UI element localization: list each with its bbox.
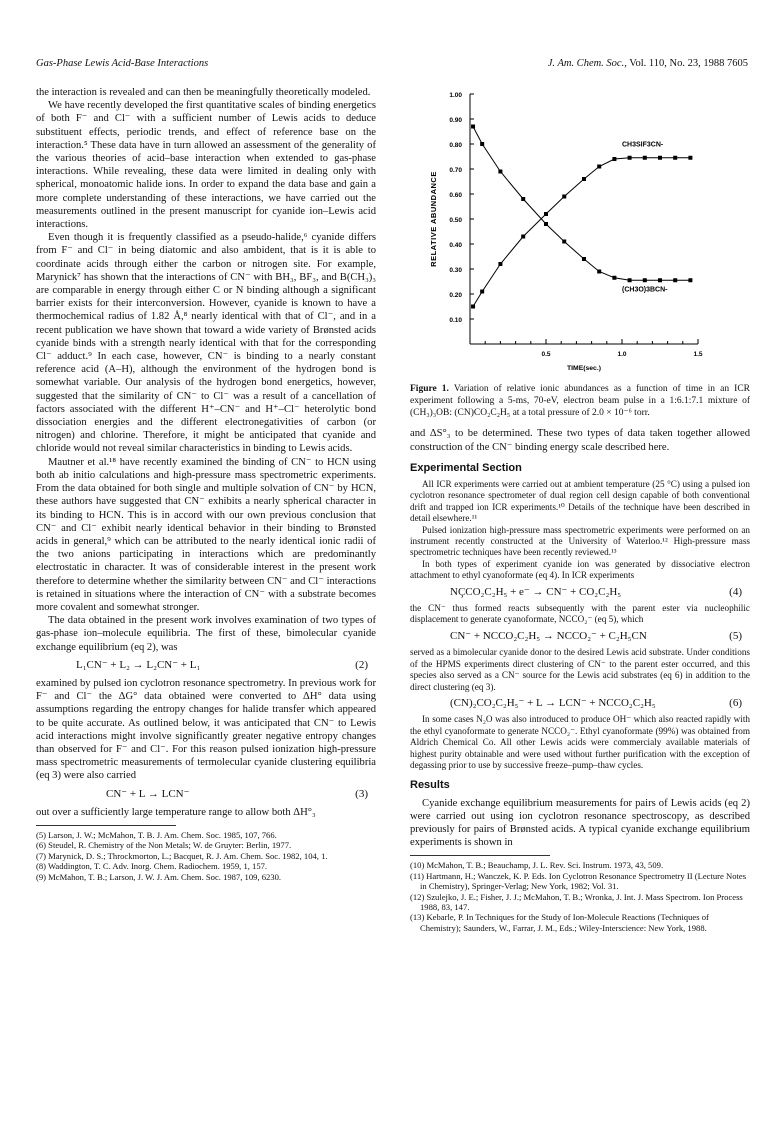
footnote-divider <box>36 825 176 826</box>
paragraph: examined by pulsed ion cyclotron resonance spectrometry. In previous work for F⁻ and Cl⁻ the ΔG° data obtained were converted to ΔH° data using assumptions regarding the entropy changes for halide transfer which appeared to be quite accurate. As outlined below, it was anticipated that CN⁻ to Lewis acid interactions might involve significantly greater negative entropy changes than observed for F⁻ and Cl⁻. For this reason pulsed ionization high-pressure mass spectrometric measurements of termolecular cyanide clustering equilibria (eq 3) were also carried <box>36 677 376 782</box>
reference: (12) Szulejko, J. E.; Fisher, J. J.; McMahon, T. B.; Wronka, J. Int. J. Mass Spectrom. Ion Process 1988, 83, 147. <box>410 891 743 912</box>
reference: (9) McMahon, T. B.; Larson, J. W. J. Am. Chem. Soc. 1987, 109, 6230. <box>36 871 282 882</box>
reference: (5) Larson, J. W.; McMahon, T. B. J. Am. Chem. Soc. 1985, 107, 766. <box>36 829 277 840</box>
data-point <box>498 170 502 174</box>
equation-number: (5) <box>729 629 742 642</box>
reference: (10) McMahon, T. B.; Beauchamp, J. L. Rev. Sci. Instrum. 1973, 43, 509. <box>410 860 664 871</box>
equation-4 <box>410 582 750 603</box>
equation-3 <box>36 783 376 806</box>
series-label: (CH3O)3BCN- <box>622 286 668 294</box>
y-tick-label: 0.80 <box>449 142 462 149</box>
paragraph: the interaction is revealed and can then be meaningfully theoretically modeled. <box>36 87 371 98</box>
data-point <box>521 197 525 201</box>
right-column <box>410 86 750 933</box>
paragraph: Mautner et al.¹⁸ have recently examined the binding of CN⁻ to HCN using both ab initio calculations and high-pressure mass spectrometric experiments. From the data obtained for both single and multiple solvation of CN⁻ by HCN, these authors have suggested that CN⁻ exhibits a nearly spherical character in its binding to HCN. This is in accord with our own previous conclusion that CN⁻ and Cl⁻ exhibit nearly identical behavior in their binding to Brønsted acids in general,⁹ which can be attributed to the nearly identical ionic radii of the two anions participating in interactions which are predominantly electrostatic in character. It was of considerable interest in the present work therefore to determine whether the similarity between CN⁻ and Cl⁻ interactions is retained in situations where the interaction of CN⁻ with a substrate becomes more covalent and somewhat stronger. <box>36 456 376 613</box>
data-point <box>597 165 601 169</box>
reference: (11) Hartmann, H.; Wanczek, K. P. Eds. Ion Cyclotron Resonance Spectrometry II (Lecture Notes in Chemistry), Springer-Verlag; New York, 1982; Vol. 31. <box>410 870 747 892</box>
data-point <box>582 177 586 181</box>
y-tick-label: 0.40 <box>449 242 462 249</box>
caption-text: Variation of relative ionic abundances as a function of time in an ICR experiment following a 5-ms, 70-eV, electron beam pulse in a 1:6.1:7.1 mixture of (CH₃)₃OB: (CN)CO₂C₂H₅ at a total pressure of 2.0 × 10⁻⁶ torr. <box>410 384 750 418</box>
data-point <box>582 257 586 261</box>
paragraph: and ΔS°₃ to be determined. These two types of data taken together allowed construction of the CN⁻ binding energy scale described here. <box>410 428 750 453</box>
x-axis-label: TIME(sec.) <box>567 365 601 372</box>
equation-number: (3) <box>355 787 368 800</box>
paragraph: All ICR experiments were carried out at ambient temperature (25 °C) using a pulsed ion cyclotron resonance spectrometer of dual region cell design capable of both conventional drift and trapped ion ICR experiments.¹⁰ Details of the technique have been described in detail elsewhere.¹¹ <box>410 479 750 524</box>
data-point <box>673 156 677 160</box>
equation-text: (CN)₂CO₂C₂H₅⁻ + L → LCN⁻ + NCCO₂C₂H₅ <box>450 696 656 709</box>
data-point <box>612 276 616 280</box>
y-tick-label: 0.60 <box>449 192 462 199</box>
left-column <box>36 86 376 882</box>
equation-2 <box>36 654 376 677</box>
data-point <box>498 262 502 266</box>
data-point <box>688 278 692 282</box>
y-tick-label: 0.10 <box>449 317 462 324</box>
equation-5 <box>410 626 750 647</box>
y-tick-label: 0.20 <box>449 292 462 299</box>
figure-caption <box>410 384 750 419</box>
data-point <box>643 156 647 160</box>
series-line <box>473 158 690 307</box>
abundance-chart <box>410 86 750 380</box>
paragraph: In some cases N₂O was also introduced to produce OH⁻ which also reacted rapidly with the ethyl cyanoformate to generate NCCO₂⁻. Ethyl cyanoformate (99%) was obtained from Aldrich Chemical Co. All other Lewis acids were commercialy available materials of highest purity obtainable and were used without further purification with the exception of degassing prior to use by successive freeze–pump–thaw cycles. <box>410 714 750 770</box>
data-point <box>688 156 692 160</box>
y-tick-label: 0.50 <box>449 217 462 224</box>
data-point <box>544 222 548 226</box>
footnote-divider <box>410 855 550 856</box>
equation-number: (6) <box>729 696 742 709</box>
journal-volume-page: , Vol. 110, No. 23, 1988 7605 <box>624 58 748 69</box>
equation-text: NÇCO₂C₂H₅ + e⁻ → CN⁻ + CO₂C₂H₅ <box>450 585 622 598</box>
data-point <box>480 290 484 294</box>
figure-1 <box>410 86 750 419</box>
data-point <box>480 142 484 146</box>
data-point <box>658 156 662 160</box>
y-tick-label: 1.00 <box>449 92 462 99</box>
data-point <box>612 157 616 161</box>
data-point <box>471 125 475 129</box>
paragraph: the CN⁻ thus formed reacts subsequently with the parent ester via nucleophilic displacement to generate cyanoformate, NCCO₂⁻ (eq 5), which <box>410 603 750 625</box>
data-point <box>628 156 632 160</box>
data-point <box>673 278 677 282</box>
x-tick-label: 1.5 <box>693 351 703 358</box>
data-point <box>628 278 632 282</box>
data-point <box>597 270 601 274</box>
data-point <box>562 240 566 244</box>
paragraph: The data obtained in the present work involves examination of two types of gas-phase ion–molecule equilibria. The first of these, bimolecular cyanide exchange equilibrium (eq 2), was <box>36 615 376 653</box>
reference: (6) Steudel, R. Chemistry of the Non Metals; W. de Gruyter: Berlin, 1977. <box>36 840 292 851</box>
y-tick-label: 0.90 <box>449 117 462 124</box>
journal-name: J. Am. Chem. Soc. <box>547 58 625 69</box>
equation-6 <box>410 693 750 714</box>
paragraph: In both types of experiment cyanide ion was generated by dissociative electron attachment to ethyl cyanoformate (eq 4). In ICR experiments <box>410 558 750 581</box>
x-tick-label: 1.0 <box>617 351 627 358</box>
running-header-right <box>548 58 748 69</box>
paragraph: We have recently developed the first quantitative scales of binding energetics of both F⁻ and Cl⁻ with a sufficient number of Lewis acids to deduce substituent effects, periodic trends, and effect of reference base on the interaction.⁵ These data have in turn allowed an assessment of the generality of the various theories of acid–base interaction when extended to gas-phase interactions. While revealing, these data were limited in dealing only with spherical, monoatomic halide ions. In order to expand the data base and gain a more complete understanding of these interactions, we have carried out the measurements outlined in the present manuscript for cyanide ion–Lewis acid interactions. <box>36 100 376 231</box>
references-right <box>410 860 750 933</box>
y-tick-label: 0.70 <box>449 167 462 174</box>
equation-text: L₁CN⁻ + L₂ → L₂CN⁻ + L₁ <box>76 658 201 671</box>
paragraph: served as a bimolecular cyanide donor to the desired Lewis acid substrate. Under conditions of the HPMS experiments direct clustering of CN⁻ to the parent ester occurred, and this species also served as a CN⁻ source for the Lewis acid substrates (eq 6) in addition to the direct clustering (eq 3). <box>410 647 750 692</box>
figure-label: Figure 1. <box>410 384 449 394</box>
equation-text: CN⁻ + NCCO₂C₂H₅ → NCCO₂⁻ + C₂H₅CN <box>450 629 647 642</box>
equation-text: CN⁻ + L → LCN⁻ <box>106 787 190 800</box>
section-heading-experimental: Experimental Section <box>410 461 522 474</box>
data-point <box>544 212 548 216</box>
data-point <box>471 305 475 309</box>
equation-number: (2) <box>355 658 368 671</box>
x-tick-label: 0.5 <box>541 351 551 358</box>
data-point <box>562 195 566 199</box>
paragraph: Pulsed ionization high-pressure mass spectrometric experiments were performed on an instrument recently constructed at the University of Waterloo.¹² High-pressure mass spectrometric techniques have been recently reviewed.¹³ <box>410 524 750 558</box>
running-header-left: Gas-Phase Lewis Acid-Base Interactions <box>36 58 209 69</box>
reference: (8) Waddington, T. C. Adv. Inorg. Chem. Radiochem. 1959, 1, 157. <box>36 861 268 872</box>
paragraph: out over a sufficiently large temperature range to allow both ΔH°₃ <box>36 806 316 818</box>
series-label: CH3SIF3CN- <box>622 141 664 149</box>
paragraph: Cyanide exchange equilibrium measurements for pairs of Lewis acids (eq 2) were carried out using ion cyclotron resonance spectroscopy, as described previously for pairs of Brønsted acids. A typical cyanide exchange equilibrium experiments is shown in <box>410 797 750 849</box>
section-heading-results: Results <box>410 779 450 792</box>
reference: (13) Kebarle, P. In Techniques for the Study of Ion-Molecule Reactions (Techniques of Chemistry); Saunders, W., Farrar, J. M., Eds.; Wiley-Interscience: New York, 1988. <box>410 912 709 933</box>
data-point <box>658 278 662 282</box>
references-left <box>36 830 376 882</box>
data-point <box>643 278 647 282</box>
reference: (7) Marynick, D. S.; Throckmorton, L.; Bacquet, R. J. Am. Chem. Soc. 1982, 104, 1. <box>36 850 328 861</box>
y-axis-label: RELATIVE ABUNDANCE <box>429 171 438 267</box>
y-tick-label: 0.30 <box>449 267 462 274</box>
paragraph: Even though it is frequently classified as a pseudo-halide,⁶ cyanide differs from F⁻ and Cl⁻ in being diatomic and also ambident, that is it is able to coordinate acids through either the carbon or nitrogen site. For example, Marynick⁷ has shown that the interactions of CN⁻ with BH₃, BF₃, and B(CH₃)₃ are comparable in energy through either C or N binding although a significant barrier exists for their interconversion. However, cyanide is known to have a thermochemical radius of 1.82 Å,⁸ nearly identical with that of Cl⁻, and in a recent publication we have shown that toward a wide variety of Brønsted acids cyanide binds with a strength nearly identical with that for the corresponding Cl⁻ adduct.⁹ In each case, however, CN⁻ is binding to a nearly constant reference acid (A–H), although the environment of the hydrogen bond is somewhat variable. Our analysis of the hydrogen bond energetics, however, suggested that the similarity of CN⁻ to Cl⁻ was a result of a cancellation of factors associated with the different H⁺–CN⁻ and H⁺–Cl⁻ heterolytic bond dissociation energies and the different electronegativities of carbon (or nitrogen) and chlorine. Therefore, it might be anticipated that cyanide and chloride would not reveal similar characteristics in binding to Lewis acids. <box>36 232 376 455</box>
equation-number: (4) <box>729 585 742 598</box>
data-point <box>521 235 525 239</box>
